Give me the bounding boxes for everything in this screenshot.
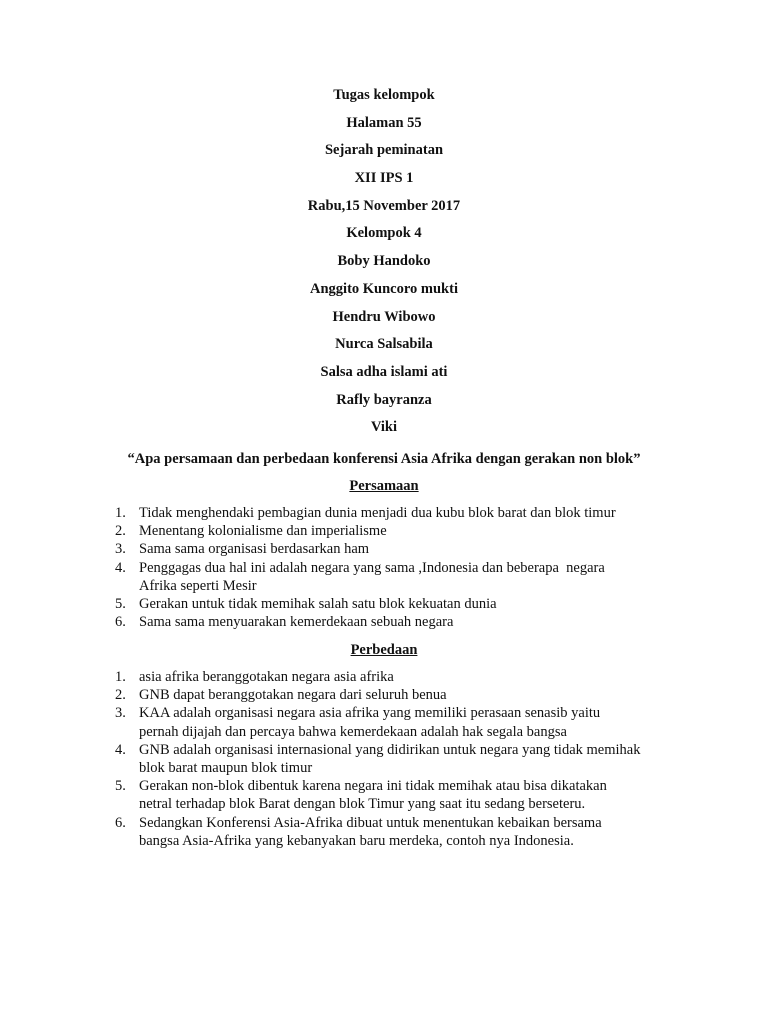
list-number: 2.: [115, 687, 126, 704]
list-text: GNB dapat beranggotakan negara dari seluruh benua: [139, 687, 447, 704]
list-number: 1.: [115, 669, 126, 685]
list-text: Sama sama menyuarakan kemerdekaan sebuah negara: [139, 614, 454, 631]
list-item: [0, 668, 768, 686]
document-header: [0, 86, 768, 446]
list-text: pernah dijajah dan percaya bahwa kemerdekaan adalah hak segala bangsa: [139, 723, 567, 740]
list-text: netral terhadap blok Barat dengan blok Timur yang saat itu sedang berseteru.: [139, 796, 586, 813]
persamaan-list: [0, 504, 768, 631]
list-text: Tidak menghendaki pembagian dunia menjadi dua kubu blok barat dan blok timur: [139, 505, 616, 521]
member-name: Rafly bayranza: [336, 391, 432, 408]
list-text: Sama sama organisasi berdasarkan ham: [139, 541, 370, 558]
list-item: [0, 540, 768, 558]
member-name: Salsa adha islami ati: [320, 363, 448, 380]
member-name: Anggito Kuncoro mukti: [310, 280, 458, 297]
list-number: 1.: [115, 505, 126, 521]
list-item: [0, 559, 768, 595]
list-text: GNB adalah organisasi internasional yang didirikan untuk negara yang tidak memihak: [139, 741, 641, 758]
list-text: Gerakan untuk tidak memihak salah satu blok kekuatan dunia: [139, 596, 497, 613]
list-number: 4.: [115, 559, 126, 576]
date: Rabu,15 November 2017: [307, 197, 461, 214]
perbedaan-list: [0, 668, 768, 850]
list-text: Afrika seperti Mesir: [139, 577, 257, 594]
list-number: 2.: [115, 523, 126, 540]
member-name: Viki: [370, 419, 398, 436]
perbedaan-heading: Perbedaan: [350, 642, 418, 658]
list-item: [0, 613, 768, 631]
list-item: [0, 686, 768, 704]
list-number: 6.: [115, 614, 126, 631]
list-number: 4.: [115, 741, 126, 758]
subject: Sejarah peminatan: [324, 142, 444, 159]
question-heading: “Apa persamaan dan perbedaan konferensi Asia Afrika dengan gerakan non blok”: [127, 451, 641, 467]
list-item: [0, 522, 768, 540]
page-reference: Halaman 55: [346, 114, 422, 131]
list-text: blok barat maupun blok timur: [139, 760, 313, 777]
list-text: KAA adalah organisasi negara asia afrika yang memiliki perasaan senasib yaitu: [139, 705, 601, 722]
list-text: Menentang kolonialisme dan imperialisme: [139, 523, 387, 540]
list-number: 3.: [115, 705, 126, 722]
list-text: Sedangkan Konferensi Asia-Afrika dibuat untuk menentukan kebaikan bersama: [139, 814, 602, 831]
list-item: [0, 595, 768, 613]
list-number: 3.: [115, 541, 126, 558]
group-number: Kelompok 4: [346, 225, 422, 242]
list-number: 5.: [115, 596, 126, 613]
member-name: Nurca Salsabila: [335, 336, 433, 353]
list-text: asia afrika beranggotakan negara asia afrika: [139, 669, 394, 685]
list-text: Gerakan non-blok dibentuk karena negara ini tidak memihak atau bisa dikatakan: [139, 778, 607, 795]
list-text: bangsa Asia-Afrika yang kebanyakan baru merdeka, contoh nya Indonesia.: [139, 832, 574, 849]
list-item: [0, 777, 768, 813]
list-number: 6.: [115, 814, 126, 831]
list-item: [0, 504, 768, 522]
list-item: [0, 814, 768, 850]
persamaan-heading: Persamaan: [349, 478, 419, 494]
list-item: [0, 741, 768, 777]
list-text: Penggagas dua hal ini adalah negara yang sama ,Indonesia dan beberapa negara: [139, 559, 605, 576]
member-name: Hendru Wibowo: [332, 308, 436, 325]
list-item: [0, 704, 768, 740]
member-name: Boby Handoko: [337, 253, 431, 270]
assignment-title: Tugas kelompok: [333, 87, 435, 103]
list-number: 5.: [115, 778, 126, 795]
class-name: XII IPS 1: [354, 170, 414, 187]
